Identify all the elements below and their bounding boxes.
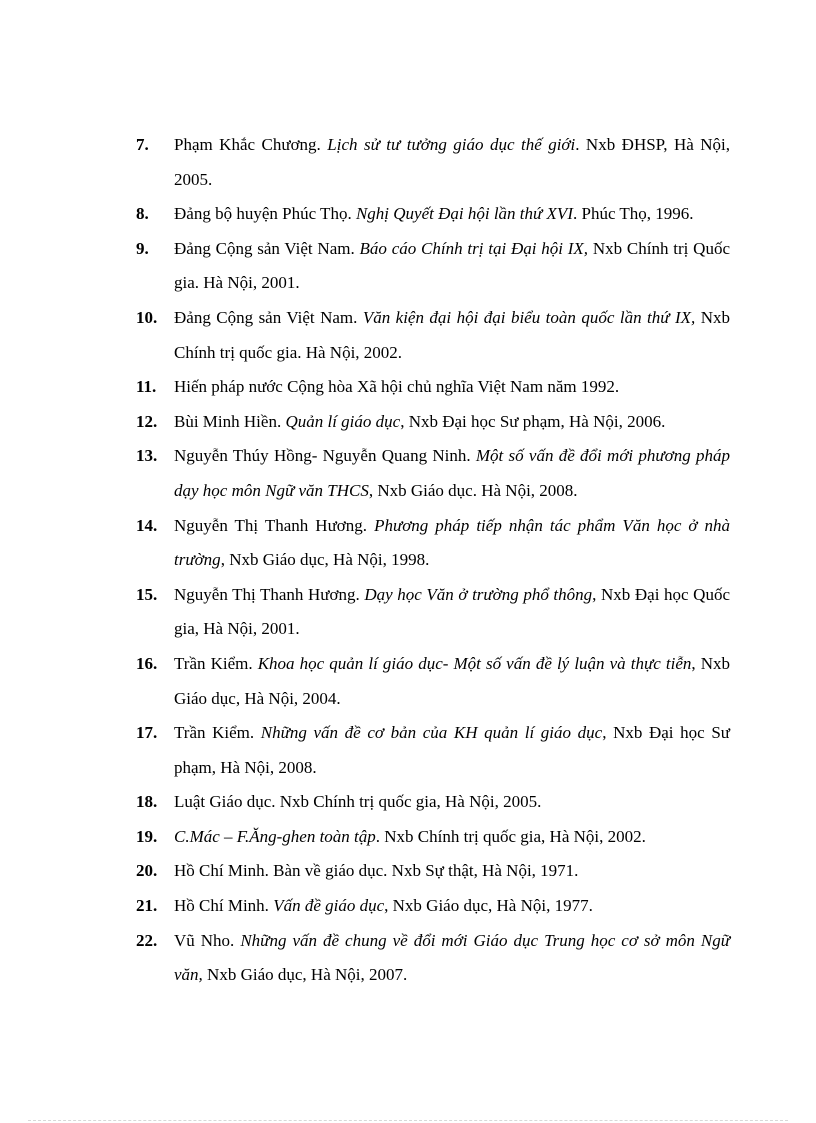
reference-author: Trần Kiểm. <box>174 653 258 673</box>
reference-title: Quản lí giáo dục <box>285 411 401 431</box>
reference-author: Nguyễn Thúy Hồng- Nguyễn Quang Ninh. <box>174 446 476 466</box>
reference-item <box>0 232 730 301</box>
reference-number: 21. <box>136 896 158 916</box>
reference-author: Đảng bộ huyện Phúc Thọ. <box>174 204 356 224</box>
reference-number: 13. <box>136 446 158 466</box>
reference-title: Khoa học quản lí giáo dục- Một số vấn đề lý luận và thực tiễn <box>257 653 692 673</box>
reference-title: Nghị Quyết Đại hội lần thứ XVI <box>355 204 573 224</box>
reference-author: Nguyễn Thị Thanh Hương. <box>174 515 375 535</box>
reference-item <box>0 370 730 405</box>
reference-author: Nguyễn Thị Thanh Hương. <box>174 584 365 604</box>
reference-author: Phạm Khắc Chương. <box>174 135 328 154</box>
reference-publication: , Nxb Đại học Sư phạm, Hà Nội, 2008. <box>174 723 730 777</box>
reference-publication: Nxb Chính trị quốc gia. Hà Nội, 2002. <box>174 307 731 362</box>
reference-list <box>0 128 816 993</box>
reference-number: 18. <box>136 792 158 812</box>
reference-title: Văn kiện đại hội đại biểu toàn quốc lần thứ IX, <box>362 307 696 327</box>
reference-number: 22. <box>136 930 158 950</box>
reference-publication: , Nxb Đại học Sư phạm, Hà Nội, 2006. <box>400 411 666 431</box>
reference-item <box>0 820 730 855</box>
reference-author: Hiến pháp nước Cộng hòa Xã hội chủ nghĩa Việt Nam năm 1992. <box>174 377 620 397</box>
reference-publication: , Nxb Giáo dục, Hà Nội, 1998. <box>220 550 430 570</box>
reference-item <box>0 578 730 647</box>
reference-number: 19. <box>136 826 158 846</box>
reference-number: 10. <box>136 307 158 327</box>
reference-author: Đảng Cộng sản Việt Nam. <box>174 238 360 258</box>
reference-title: Những vấn đề cơ bản của KH quản lí giáo dục <box>260 723 603 743</box>
reference-publication: Nxb Giáo dục, Hà Nội, 2007. <box>202 965 408 985</box>
reference-title: C.Mác – F.Ăng-ghen toàn tập <box>174 826 376 846</box>
reference-title: Dạy học Văn ở trường phổ thông <box>364 584 593 604</box>
reference-author: Trần Kiểm. <box>174 723 261 743</box>
reference-title: Báo cáo Chính trị tại Đại hội IX, <box>359 238 589 258</box>
reference-publication: , Nxb Giáo dục, Hà Nội, 1977. <box>384 896 593 916</box>
reference-title: Vấn đề giáo dục <box>273 896 385 916</box>
reference-title: Những vấn đề chung về đổi mới Giáo dục Trung học cơ sở môn Ngữ văn, <box>174 930 730 985</box>
reference-title: Lịch sử tư tưởng giáo dục thế giới <box>327 135 576 154</box>
reference-item <box>0 301 730 370</box>
reference-item <box>0 197 730 232</box>
reference-number: 9. <box>136 238 149 258</box>
reference-author: Hồ Chí Minh. Bàn về giáo dục. Nxb Sự thật, Hà Nội, 1971. <box>174 861 579 881</box>
reference-publication: . Nxb Chính trị quốc gia, Hà Nội, 2002. <box>375 826 646 846</box>
reference-number: 11. <box>136 377 157 397</box>
reference-author: Hồ Chí Minh. <box>174 896 274 916</box>
reference-item <box>0 889 730 924</box>
reference-author: Bùi Minh Hiền. <box>174 411 286 431</box>
reference-item <box>0 785 730 820</box>
reference-author: Vũ Nho. <box>174 930 241 950</box>
reference-publication: , Nxb Đại học Quốc gia, Hà Nội, 2001. <box>174 584 730 639</box>
reference-title: Phương pháp tiếp nhận tác phẩm Văn học ở nhà trường <box>174 515 730 570</box>
reference-number: 16. <box>136 653 158 673</box>
reference-item <box>0 509 730 578</box>
reference-item <box>0 924 730 993</box>
reference-publication: , Nxb Giáo dục. Hà Nội, 2008. <box>368 480 578 500</box>
reference-item <box>0 716 730 785</box>
reference-publication: Nxb Chính trị Quốc gia. Hà Nội, 2001. <box>174 238 730 293</box>
reference-publication: . Phúc Thọ, 1996. <box>572 204 694 224</box>
reference-number: 20. <box>136 861 158 881</box>
reference-title: Một số vấn đề đổi mới phương pháp dạy học môn Ngữ văn THCS <box>174 446 731 500</box>
reference-number: 17. <box>136 723 158 743</box>
reference-item <box>0 854 730 889</box>
reference-item <box>0 647 730 716</box>
reference-author: Luật Giáo dục. Nxb Chính trị quốc gia, Hà Nội, 2005. <box>174 792 542 812</box>
reference-number: 15. <box>136 584 158 604</box>
reference-item <box>0 439 730 508</box>
reference-publication: . Nxb ĐHSP, Hà Nội, 2005. <box>174 135 730 189</box>
reference-author: Đảng Cộng sản Việt Nam. <box>174 307 363 327</box>
reference-number: 8. <box>136 204 149 224</box>
reference-number: 7. <box>136 135 149 154</box>
page-bottom-divider <box>28 1120 788 1121</box>
reference-item <box>0 405 730 440</box>
reference-item <box>0 128 730 197</box>
reference-publication: , Nxb Giáo dục, Hà Nội, 2004. <box>174 653 731 708</box>
reference-number: 14. <box>136 515 158 535</box>
reference-number: 12. <box>136 411 158 431</box>
